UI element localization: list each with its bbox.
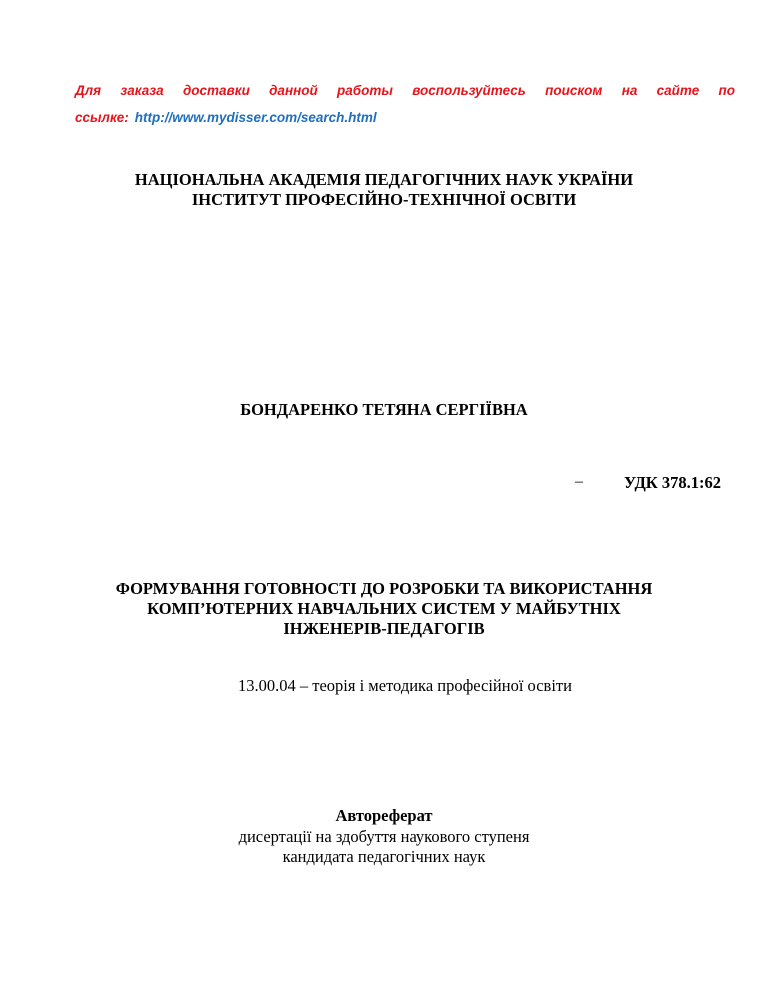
organization-header <box>0 170 768 210</box>
degree-line-1: дисертації на здобуття наукового ступеня <box>238 827 530 846</box>
order-notice <box>75 77 735 131</box>
academy-name: НАЦІОНАЛЬНА АКАДЕМІЯ ПЕДАГОГІЧНИХ НАУК УКРАЇНИ <box>134 170 634 189</box>
title-line-2: КОМП’ЮТЕРНИХ НАВЧАЛЬНИХ СИСТЕМ У МАЙБУТНІХ <box>147 599 621 618</box>
order-notice-text: Для заказа доставки данной работы воспользуйтесь поиском на сайте по <box>75 83 735 98</box>
order-notice-prefix: ссылке: <box>75 110 129 125</box>
title-line-3: ІНЖЕНЕРІВ-ПЕДАГОГІВ <box>283 619 485 638</box>
degree-line-2: кандидата педагогічних наук <box>282 847 486 866</box>
institute-name: ІНСТИТУТ ПРОФЕСІЙНО-ТЕХНІЧНОЇ ОСВІТИ <box>191 190 577 209</box>
search-link[interactable]: http://www.mydisser.com/search.html <box>134 110 377 125</box>
udc-dash: – <box>575 473 583 490</box>
dissertation-title <box>0 579 768 639</box>
specialty: 13.00.04 – теорія і методика професійної освіти <box>238 676 572 695</box>
degree-description <box>0 827 768 867</box>
author-name: БОНДАРЕНКО ТЕТЯНА СЕРГІЇВНА <box>240 400 528 419</box>
document-type: Автореферат <box>335 806 433 825</box>
udc-code: УДК 378.1:62 <box>624 473 722 492</box>
title-line-1: ФОРМУВАННЯ ГОТОВНОСТІ ДО РОЗРОБКИ ТА ВИКОРИСТАННЯ <box>115 579 653 598</box>
